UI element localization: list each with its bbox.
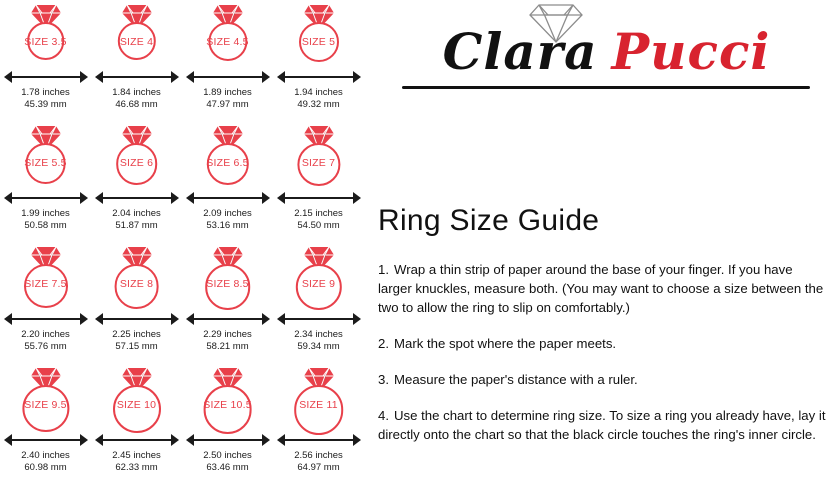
guide-steps-list: [378, 260, 826, 444]
ring-size-cell: [91, 4, 182, 125]
guide-step: [378, 370, 826, 389]
page-title: Ring Size Guide: [378, 204, 600, 237]
ring-size-label: SIZE 9.5: [24, 399, 67, 411]
diameter-arrow-icon: [186, 433, 270, 447]
ring-illustration: [189, 125, 267, 189]
ring-size-grid: [0, 0, 364, 488]
ring-size-cell: [0, 246, 91, 367]
ring-measure-inches: 1.99 inches: [21, 208, 70, 219]
ring-size-cell: [182, 125, 273, 246]
ring-measure-inches: 1.78 inches: [21, 87, 70, 98]
ring-illustration: [98, 4, 176, 68]
ring-illustration: [98, 367, 176, 431]
ring-illustration: [280, 246, 358, 310]
ring-measurements: [273, 329, 364, 352]
ring-size-cell: [182, 246, 273, 367]
diameter-arrow-icon: [277, 433, 361, 447]
ring-measurements: [0, 87, 91, 110]
ring-measure-mm: 58.21 mm: [206, 340, 249, 352]
guide-step-text: Measure the paper's distance with a ruler.: [394, 372, 638, 387]
brand-name-first: Clara: [442, 22, 598, 81]
ring-measure-mm: 63.46 mm: [206, 461, 249, 473]
ring-measure-mm: 53.16 mm: [206, 219, 249, 231]
diameter-arrow-icon: [186, 191, 270, 205]
ring-size-cell: [182, 4, 273, 125]
guide-step: [378, 406, 826, 444]
ring-size-label: SIZE 7: [301, 157, 336, 169]
ring-size-label: SIZE 7.5: [24, 278, 67, 290]
ring-measure-mm: 59.34 mm: [297, 340, 340, 352]
ring-size-cell: [91, 246, 182, 367]
ring-measurements: [182, 329, 273, 352]
ring-measurements: [0, 208, 91, 231]
guide-step-text: Use the chart to determine ring size. To size a ring you already have, lay it directly onto the chart so that the black circle touches the ring's inner circle.: [378, 408, 826, 442]
ring-size-label: SIZE 9: [301, 278, 336, 290]
ring-measurements: [91, 450, 182, 473]
brand-name-second: Pucci: [611, 22, 771, 81]
guide-step-number: 2.: [378, 336, 389, 351]
diameter-arrow-icon: [186, 312, 270, 326]
guide-panel: [372, 0, 839, 501]
ring-measure-mm: 54.50 mm: [297, 219, 340, 231]
ring-illustration: [189, 246, 267, 310]
ring-measure-mm: 50.58 mm: [24, 219, 67, 231]
guide-step: [378, 260, 826, 317]
guide-step-number: 4.: [378, 408, 389, 423]
ring-measure-mm: 49.32 mm: [297, 98, 340, 110]
ring-size-cell: [91, 125, 182, 246]
ring-measure-mm: 60.98 mm: [24, 461, 67, 473]
diameter-arrow-icon: [95, 191, 179, 205]
ring-size-label: SIZE 3.5: [24, 36, 67, 48]
diameter-arrow-icon: [277, 70, 361, 84]
ring-size-label: SIZE 11: [299, 399, 338, 411]
ring-illustration: [189, 4, 267, 68]
ring-measure-inches: 2.29 inches: [203, 329, 252, 340]
ring-illustration: [7, 4, 85, 68]
ring-measurements: [91, 208, 182, 231]
ring-measure-mm: 51.87 mm: [115, 219, 158, 231]
ring-size-label: SIZE 8.5: [206, 278, 249, 290]
diameter-arrow-icon: [277, 312, 361, 326]
brand-logo: [372, 0, 839, 100]
diameter-arrow-icon: [4, 312, 88, 326]
ring-illustration: [98, 125, 176, 189]
ring-size-label: SIZE 5.5: [24, 157, 67, 169]
ring-measure-inches: 2.15 inches: [294, 208, 343, 219]
ring-size-cell: [273, 367, 364, 488]
ring-measure-inches: 2.45 inches: [112, 450, 161, 461]
ring-size-label: SIZE 10: [116, 399, 157, 411]
guide-step-number: 3.: [378, 372, 389, 387]
diameter-arrow-icon: [95, 312, 179, 326]
ring-measure-mm: 64.97 mm: [297, 461, 340, 473]
ring-size-chart: [0, 0, 364, 501]
ring-measurements: [273, 450, 364, 473]
ring-size-label: SIZE 8: [119, 278, 154, 290]
guide-step-text: Wrap a thin strip of paper around the base of your finger. If you have larger knuckles, measure both. (You may want to choose a size between the two to allow the ring to slip on comfortably.): [378, 262, 824, 315]
ring-illustration: [280, 367, 358, 431]
ring-measure-inches: 2.25 inches: [112, 329, 161, 340]
diameter-arrow-icon: [4, 191, 88, 205]
ring-measure-mm: 57.15 mm: [115, 340, 158, 352]
ring-size-cell: [273, 4, 364, 125]
ring-measure-mm: 55.76 mm: [24, 340, 67, 352]
ring-measurements: [273, 87, 364, 110]
ring-measure-inches: 2.20 inches: [21, 329, 70, 340]
ring-measure-inches: 2.50 inches: [203, 450, 252, 461]
guide-step-number: 1.: [378, 262, 389, 277]
ring-size-cell: [273, 246, 364, 367]
ring-measure-inches: 2.09 inches: [203, 208, 252, 219]
ring-size-cell: [0, 125, 91, 246]
diameter-arrow-icon: [277, 191, 361, 205]
ring-measurements: [182, 450, 273, 473]
ring-size-cell: [0, 4, 91, 125]
ring-measure-mm: 47.97 mm: [206, 98, 249, 110]
ring-size-cell: [273, 125, 364, 246]
ring-size-cell: [182, 367, 273, 488]
ring-measurements: [182, 87, 273, 110]
ring-size-label: SIZE 4: [119, 36, 154, 48]
ring-size-label: SIZE 5: [301, 36, 336, 48]
logo-underline: [402, 86, 810, 89]
ring-measure-inches: 2.34 inches: [294, 329, 343, 340]
diameter-arrow-icon: [186, 70, 270, 84]
ring-illustration: [7, 125, 85, 189]
diameter-arrow-icon: [95, 70, 179, 84]
ring-measurements: [0, 450, 91, 473]
ring-measurements: [0, 329, 91, 352]
ring-measurements: [273, 208, 364, 231]
ring-measure-inches: 2.04 inches: [112, 208, 161, 219]
guide-step: [378, 334, 826, 353]
ring-measure-inches: 2.40 inches: [21, 450, 70, 461]
ring-measure-mm: 46.68 mm: [115, 98, 158, 110]
ring-measure-inches: 1.84 inches: [112, 87, 161, 98]
ring-illustration: [7, 367, 85, 431]
ring-measurements: [182, 208, 273, 231]
ring-illustration: [189, 367, 267, 431]
ring-measure-inches: 1.89 inches: [203, 87, 252, 98]
ring-measurements: [91, 329, 182, 352]
guide-step-text: Mark the spot where the paper meets.: [394, 336, 617, 351]
ring-size-label: SIZE 6: [119, 157, 154, 169]
diameter-arrow-icon: [4, 433, 88, 447]
ring-measure-mm: 45.39 mm: [24, 98, 67, 110]
ring-measurements: [91, 87, 182, 110]
ring-size-label: SIZE 6.5: [206, 157, 249, 169]
ring-size-label: SIZE 10.5: [203, 399, 252, 411]
ring-measure-inches: 1.94 inches: [294, 87, 343, 98]
ring-illustration: [280, 125, 358, 189]
ring-size-cell: [91, 367, 182, 488]
brand-name: [374, 22, 839, 81]
ring-size-label: SIZE 4.5: [206, 36, 249, 48]
diameter-arrow-icon: [95, 433, 179, 447]
diameter-arrow-icon: [4, 70, 88, 84]
ring-measure-mm: 62.33 mm: [115, 461, 158, 473]
ring-illustration: [7, 246, 85, 310]
ring-illustration: [98, 246, 176, 310]
ring-size-cell: [0, 367, 91, 488]
ring-illustration: [280, 4, 358, 68]
ring-measure-inches: 2.56 inches: [294, 450, 343, 461]
